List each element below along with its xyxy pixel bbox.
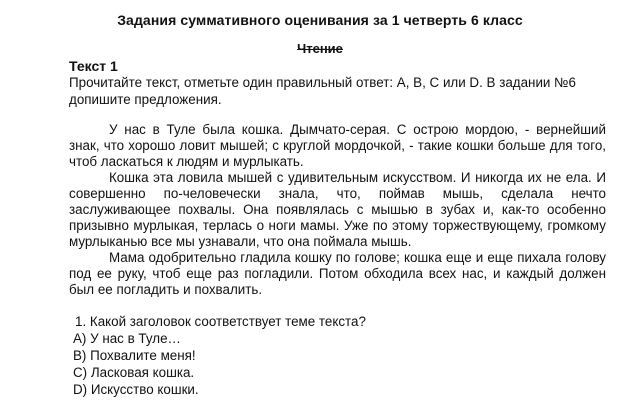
story-paragraph: Мама одобрительно гладила кошку по голове; кошка еще и еще пихала голову под ее руку, чтоб еще раз погладили. Потом обходила всех нас, и каждый должен был ее погладить и похвалить. (69, 250, 606, 297)
story-text (69, 122, 606, 298)
answer-option-b: B) Похвалите меня! (73, 348, 196, 363)
answer-option-a: А) У нас в Туле… (73, 331, 181, 346)
answer-option-c: C) Ласковая кошка. (73, 365, 195, 380)
story-paragraph: У нас в Туле была кошка. Дымчато-серая. С острою мордою, - вернейший знак, что хорошо ловит мышей; с круглой мордочкой, - такие кошки больше для того, чтоб ласкаться к людям и мурлыкать. (69, 122, 606, 169)
instruction-text: Прочитайте текст, отметьте один правильный ответ: A, B, C или D. В задании №6 допишите предложения. (69, 75, 576, 107)
section-heading: Чтение (297, 41, 343, 56)
question-prompt: 1. Какой заголовок соответствует теме текста? (75, 314, 366, 329)
page-title: Задания суммативного оценивания за 1 четверть 6 класс (117, 12, 523, 28)
text-label: Текст 1 (69, 58, 118, 74)
answer-option-d: D) Искусство кошки. (73, 382, 199, 397)
story-paragraph: Кошка эта ловила мышей с удивительным искусством. И никогда их не ела. И совершенно по-человечески знала, что, поймав мышь, сделала нечто заслуживающее похвалы. Она появлялась с мышью в зубах и, как-то особенно призывно мурлыкая, терлась о ноги мамы. Уже по этому торжествующему, громкому мурлыканью все мы узнавали, что она поймала мышь. (69, 170, 606, 249)
question-block (75, 313, 366, 398)
